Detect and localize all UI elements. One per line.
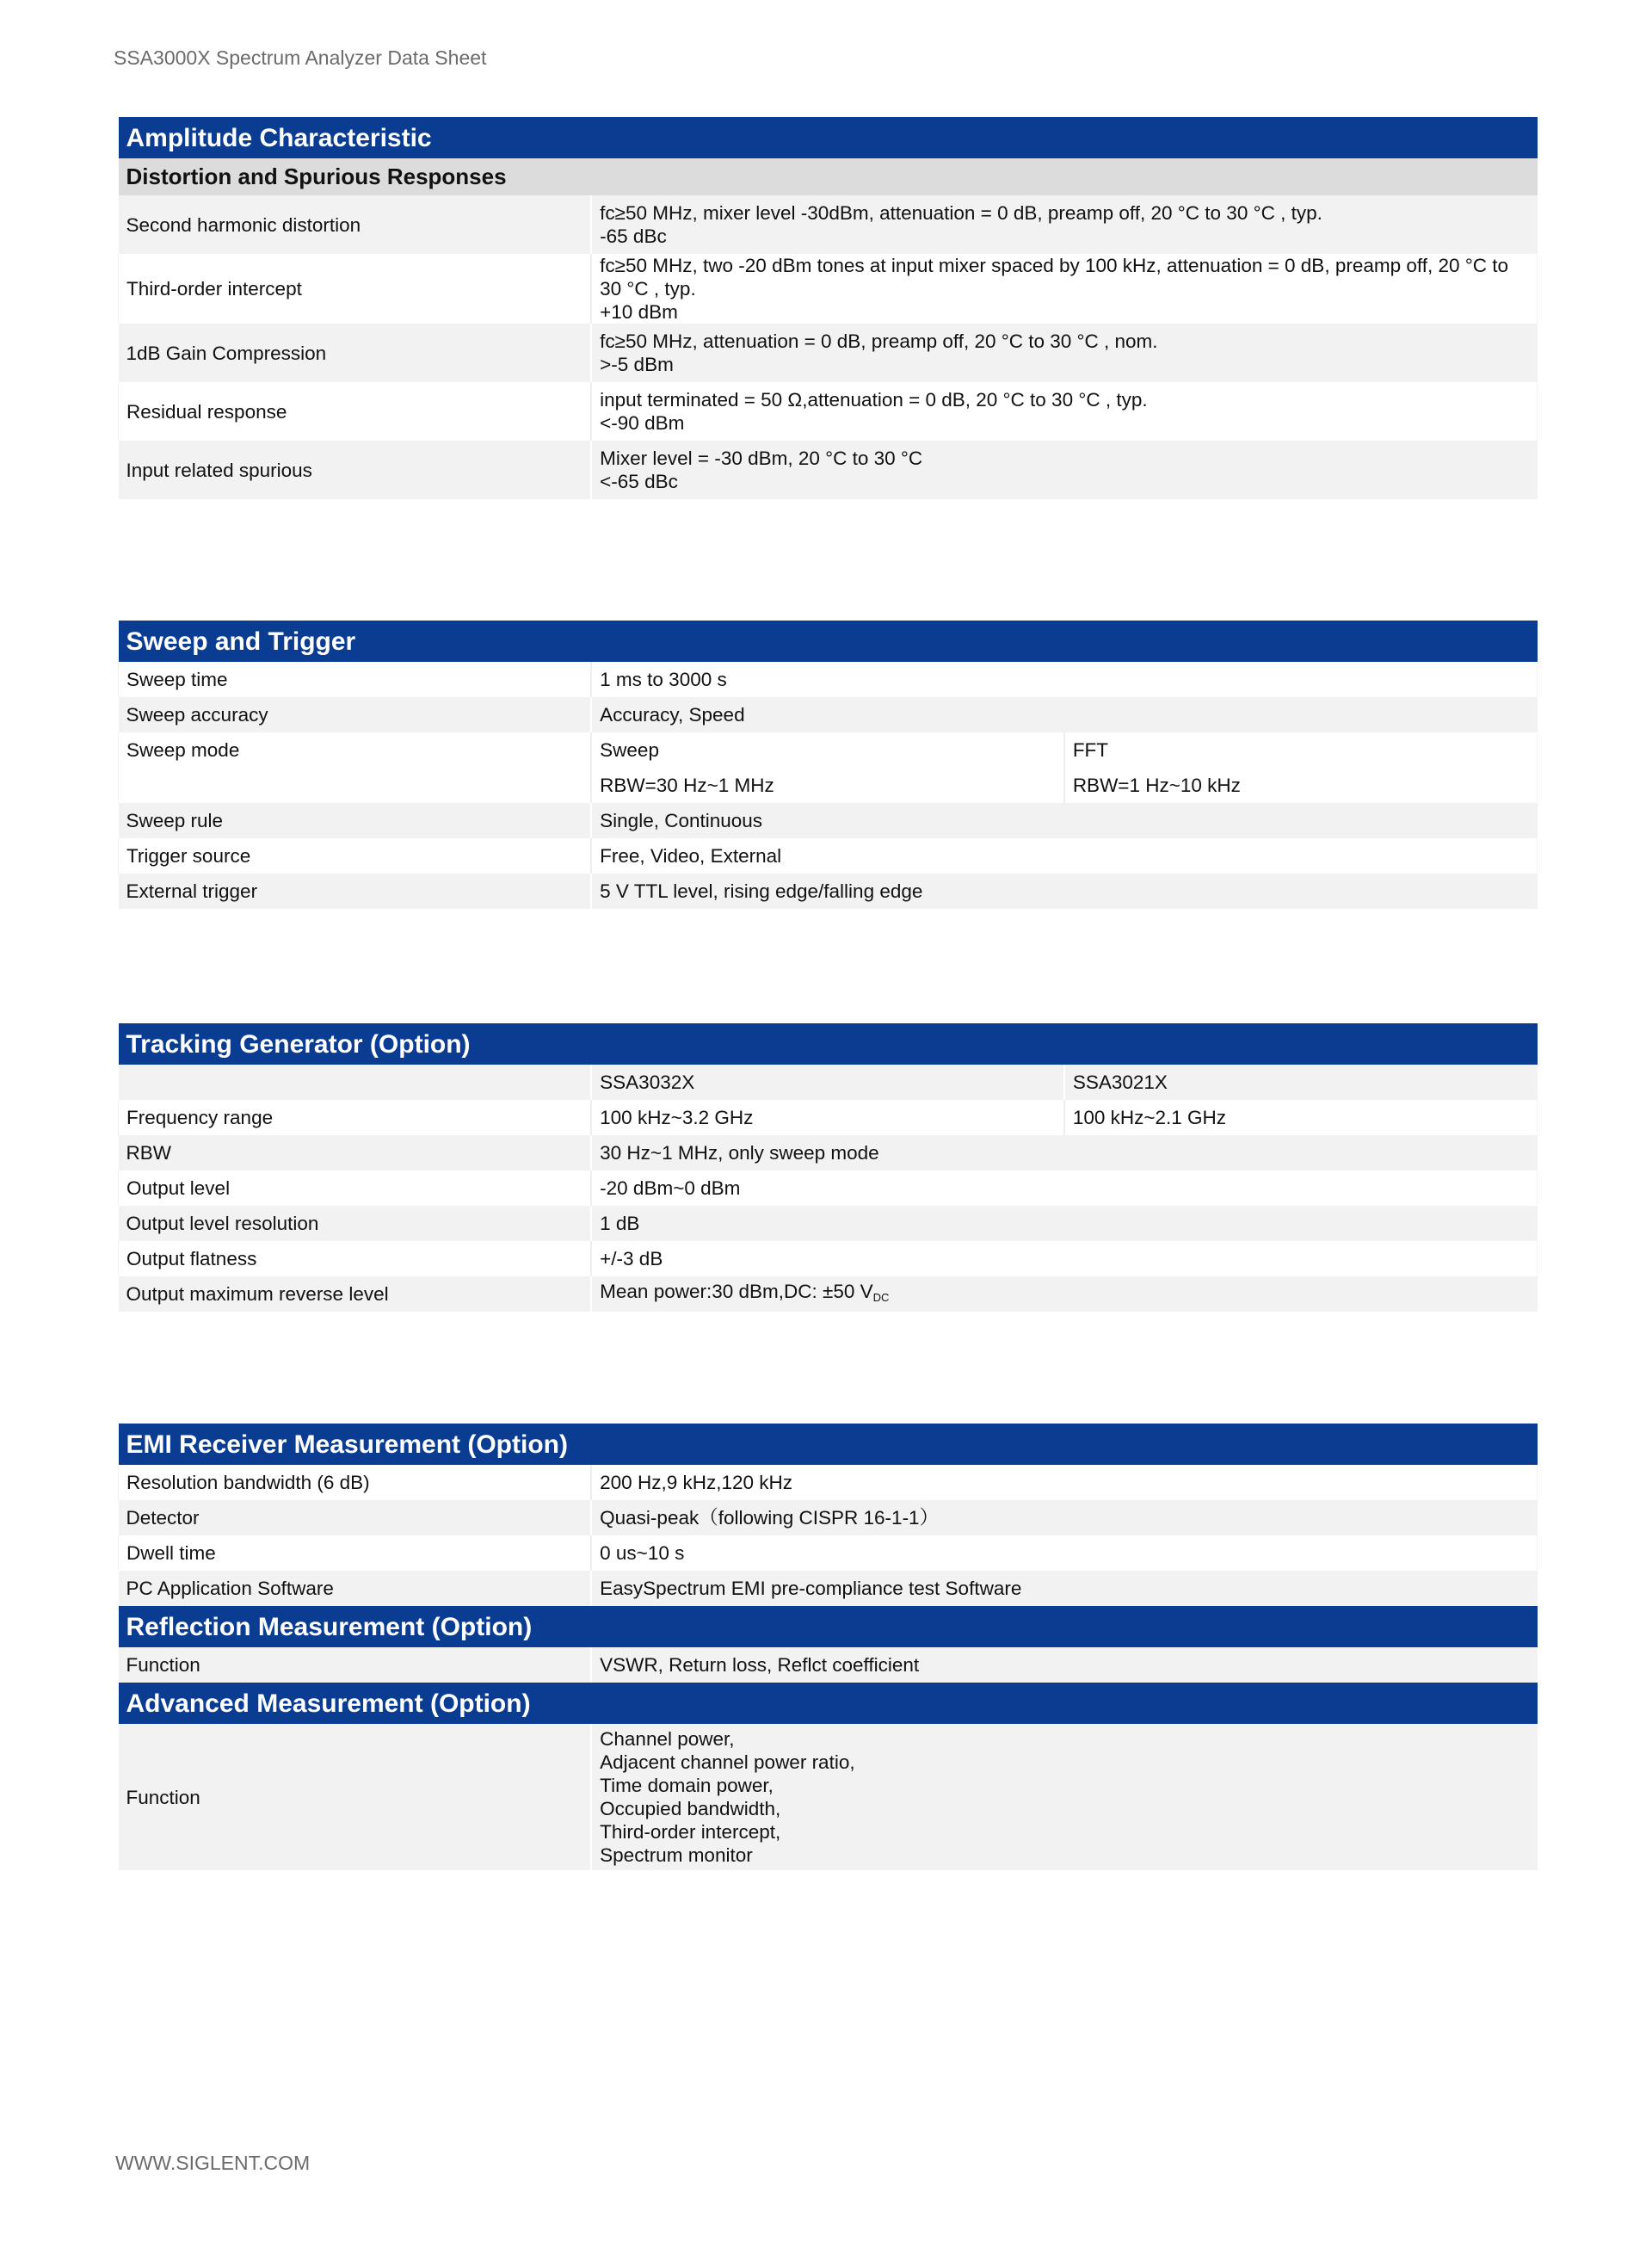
spec-label: Trigger source — [119, 838, 592, 874]
reverse-level-value: Mean power:30 dBm,DC: ±50 V — [600, 1280, 873, 1302]
table-row — [119, 732, 1538, 768]
table-row — [119, 1206, 1538, 1241]
section-header — [119, 1683, 1538, 1724]
tracking-table — [118, 1023, 1538, 1312]
section-header — [119, 1023, 1538, 1065]
dc-subscript: DC — [872, 1290, 890, 1304]
spec-value: Free, Video, External — [591, 838, 1537, 874]
spec-label: Output level resolution — [119, 1206, 592, 1241]
spec-value — [591, 382, 1537, 441]
spec-value-line: input terminated = 50 Ω,attenuation = 0 dB, 20 °C to 30 °C , typ. — [600, 389, 1148, 411]
spec-value: Quasi-peak（following CISPR 16-1-1） — [591, 1500, 1537, 1535]
spec-value-line: Mixer level = -30 dBm, 20 °C to 30 °C — [600, 448, 923, 469]
table-row — [119, 1100, 1538, 1135]
section-title-amplitude: Amplitude Characteristic — [119, 117, 1538, 158]
sweep-table — [118, 621, 1538, 909]
table-row — [119, 838, 1538, 874]
spec-label: Sweep mode — [119, 732, 592, 768]
spec-value: +/-3 dB — [591, 1241, 1537, 1276]
spec-label: Sweep time — [119, 662, 592, 697]
spec-label — [119, 1065, 592, 1100]
spec-label: Input related spurious — [119, 441, 592, 499]
section-header — [119, 117, 1538, 158]
section-header — [119, 621, 1538, 662]
function-item: Adjacent channel power ratio, — [600, 1751, 855, 1773]
table-row — [119, 874, 1538, 909]
spec-label: Detector — [119, 1500, 592, 1535]
subsection-header — [119, 158, 1538, 195]
table-row — [119, 768, 1538, 803]
spec-label: Frequency range — [119, 1100, 592, 1135]
spec-value-line: fc≥50 MHz, attenuation = 0 dB, preamp off, 20 °C to 30 °C , nom. — [600, 330, 1158, 352]
spec-value: RBW=1 Hz~10 kHz — [1064, 768, 1538, 803]
table-row — [119, 254, 1538, 324]
section-title-advanced: Advanced Measurement (Option) — [119, 1683, 1538, 1724]
footer-url: WWW.SIGLENT.COM — [115, 2152, 311, 2174]
spec-value: FFT — [1064, 732, 1538, 768]
function-item: Occupied bandwidth, — [600, 1798, 781, 1819]
table-row — [119, 803, 1538, 838]
table-row — [119, 324, 1538, 382]
spec-value — [591, 1724, 1537, 1870]
subsection-title-distortion: Distortion and Spurious Responses — [119, 158, 1538, 195]
spec-value: RBW=30 Hz~1 MHz — [591, 768, 1064, 803]
spec-label: External trigger — [119, 874, 592, 909]
spec-value: -20 dBm~0 dBm — [591, 1170, 1537, 1206]
table-row — [119, 382, 1538, 441]
spec-label: Second harmonic distortion — [119, 195, 592, 254]
spec-label: Function — [119, 1647, 592, 1683]
section-header — [119, 1606, 1538, 1647]
spec-value: EasySpectrum EMI pre-compliance test Software — [591, 1571, 1537, 1606]
function-item: Time domain power, — [600, 1775, 774, 1796]
spec-label: Third-order intercept — [119, 254, 592, 324]
table-row — [119, 1241, 1538, 1276]
spec-label — [119, 768, 592, 803]
table-row — [119, 1135, 1538, 1170]
spec-value: 0 us~10 s — [591, 1535, 1537, 1571]
spec-value-line: >-5 dBm — [600, 354, 674, 375]
page-header: SSA3000X Spectrum Analyzer Data Sheet — [114, 46, 487, 69]
spec-value: VSWR, Return loss, Reflct coefficient — [591, 1647, 1537, 1683]
spec-label: RBW — [119, 1135, 592, 1170]
table-row — [119, 1535, 1538, 1571]
function-item: Third-order intercept, — [600, 1821, 781, 1843]
spec-value: 100 kHz~2.1 GHz — [1064, 1100, 1538, 1135]
spec-label: Dwell time — [119, 1535, 592, 1571]
section-title-reflection: Reflection Measurement (Option) — [119, 1606, 1538, 1647]
spec-value — [591, 195, 1537, 254]
table-row — [119, 662, 1538, 697]
spec-value: 5 V TTL level, rising edge/falling edge — [591, 874, 1537, 909]
spec-value — [591, 441, 1537, 499]
table-row — [119, 1465, 1538, 1500]
amplitude-table — [118, 117, 1538, 499]
spec-label: Output level — [119, 1170, 592, 1206]
spec-label: Residual response — [119, 382, 592, 441]
section-title-emi: EMI Receiver Measurement (Option) — [119, 1424, 1538, 1465]
table-row — [119, 1571, 1538, 1606]
spec-value: 1 dB — [591, 1206, 1537, 1241]
spec-value: Sweep — [591, 732, 1064, 768]
table-row — [119, 1647, 1538, 1683]
table-row — [119, 1065, 1538, 1100]
spec-value-line: fc≥50 MHz, mixer level -30dBm, attenuation = 0 dB, preamp off, 20 °C to 30 °C , typ. — [600, 202, 1322, 224]
spec-value-line: <-90 dBm — [600, 412, 685, 434]
spec-value: Single, Continuous — [591, 803, 1537, 838]
spec-value — [591, 254, 1537, 324]
spec-label: Output flatness — [119, 1241, 592, 1276]
table-row — [119, 1724, 1538, 1870]
section-title-sweep: Sweep and Trigger — [119, 621, 1538, 662]
spec-value: 1 ms to 3000 s — [591, 662, 1537, 697]
spec-label: Sweep rule — [119, 803, 592, 838]
spec-value — [591, 1276, 1537, 1312]
spec-value-line: +10 dBm — [600, 301, 678, 323]
table-row — [119, 1170, 1538, 1206]
table-row — [119, 1276, 1538, 1312]
spec-label: Output maximum reverse level — [119, 1276, 592, 1312]
table-row — [119, 195, 1538, 254]
model-name: SSA3021X — [1064, 1065, 1538, 1100]
table-row — [119, 441, 1538, 499]
function-item: Channel power, — [600, 1728, 735, 1750]
model-name: SSA3032X — [591, 1065, 1064, 1100]
spec-value-line: <-65 dBc — [600, 471, 678, 492]
section-title-tracking: Tracking Generator (Option) — [119, 1023, 1538, 1065]
spec-value: 200 Hz,9 kHz,120 kHz — [591, 1465, 1537, 1500]
spec-label: Sweep accuracy — [119, 697, 592, 732]
spec-value: 100 kHz~3.2 GHz — [591, 1100, 1064, 1135]
spec-value: 30 Hz~1 MHz, only sweep mode — [591, 1135, 1537, 1170]
spec-value — [591, 324, 1537, 382]
spec-label: PC Application Software — [119, 1571, 592, 1606]
table-row — [119, 1500, 1538, 1535]
spec-value-line: -65 dBc — [600, 225, 667, 247]
spec-label: 1dB Gain Compression — [119, 324, 592, 382]
function-item: Spectrum monitor — [600, 1844, 753, 1866]
spec-value-line: fc≥50 MHz, two -20 dBm tones at input mixer spaced by 100 kHz, attenuation = 0 dB, preamp off, 20 °C to 30 °C , typ. — [600, 255, 1509, 300]
section-header — [119, 1424, 1538, 1465]
spec-value: Accuracy, Speed — [591, 697, 1537, 732]
spec-label: Function — [119, 1724, 592, 1870]
spec-label: Resolution bandwidth (6 dB) — [119, 1465, 592, 1500]
emi-table — [118, 1424, 1538, 1870]
table-row — [119, 697, 1538, 732]
